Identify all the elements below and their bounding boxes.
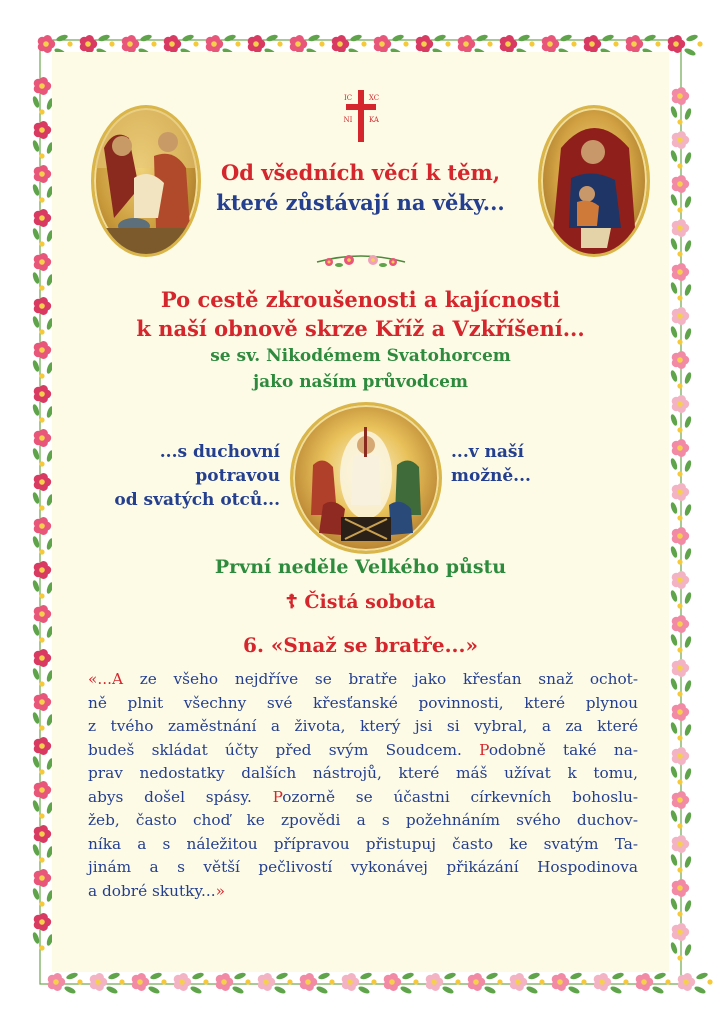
leaf <box>695 972 708 981</box>
leaf <box>223 34 236 43</box>
bud <box>613 41 618 46</box>
quote-text: ozorně se účastni církevních bohoslu- <box>282 787 638 806</box>
flower-center <box>673 41 679 47</box>
leaf <box>349 34 362 43</box>
quote-close: » <box>215 881 225 900</box>
leaf <box>231 985 244 995</box>
leaf <box>32 887 41 900</box>
flower-center <box>677 665 683 671</box>
leaf <box>485 972 498 981</box>
leaf <box>670 897 679 910</box>
bud <box>109 41 114 46</box>
quote-text: abys došel spásy. <box>88 787 273 806</box>
flower-center <box>263 979 269 985</box>
flower-center <box>39 787 45 793</box>
flower-center <box>85 41 91 47</box>
leaf <box>149 972 162 981</box>
leaf <box>683 47 696 57</box>
leaf <box>670 941 679 954</box>
flower-center <box>589 41 595 47</box>
bud <box>39 549 44 554</box>
bud <box>39 681 44 686</box>
leaf <box>684 943 693 956</box>
flower-center <box>677 885 683 891</box>
bud <box>445 41 450 46</box>
flower-center <box>379 41 385 47</box>
cross-icon <box>336 86 386 146</box>
bud <box>39 505 44 510</box>
leaf <box>670 809 679 822</box>
leaf <box>684 459 693 472</box>
bud <box>39 417 44 422</box>
leaf <box>233 972 246 981</box>
leaf <box>670 853 679 866</box>
leaf <box>32 491 41 504</box>
leaf <box>139 34 152 43</box>
leaf <box>275 972 288 981</box>
drop-cap: P <box>479 740 489 759</box>
bud <box>287 979 292 984</box>
leaf <box>32 843 41 856</box>
leaf <box>670 237 679 250</box>
flower-center <box>677 841 683 847</box>
flower-center <box>39 127 45 133</box>
leaf <box>670 413 679 426</box>
flower-center <box>683 979 689 985</box>
leaf <box>527 972 540 981</box>
flower-center <box>39 391 45 397</box>
leaf <box>684 107 693 120</box>
quote-line <box>88 739 638 763</box>
flower-center <box>95 979 101 985</box>
icon-resurrection <box>290 402 442 554</box>
leaf <box>684 899 693 912</box>
bud <box>235 41 240 46</box>
quote-text: budeš skládat účty před svým Soudcem. <box>88 740 480 759</box>
leaf <box>181 34 194 43</box>
leaf <box>32 271 41 284</box>
heading1-line2: které zůstávají na věky... <box>216 190 505 215</box>
flower-center <box>515 979 521 985</box>
bud <box>677 471 682 476</box>
side-text-right <box>451 440 571 488</box>
leaf <box>97 34 110 43</box>
bud <box>677 867 682 872</box>
leaf <box>443 972 456 981</box>
flower-center <box>39 435 45 441</box>
bud <box>193 41 198 46</box>
bud <box>319 41 324 46</box>
bud <box>77 979 82 984</box>
leaf <box>684 503 693 516</box>
cross-letter: IC <box>343 94 353 102</box>
saturday-title <box>0 591 721 613</box>
flower-center <box>677 93 683 99</box>
bud <box>455 979 460 984</box>
leaf <box>273 985 286 995</box>
leaf <box>684 239 693 252</box>
leaf <box>525 985 538 995</box>
bud <box>677 823 682 828</box>
flower-center <box>39 83 45 89</box>
quote-text: odobně také na- <box>488 740 638 759</box>
leaf <box>559 34 572 43</box>
side-right-line: možně... <box>451 466 531 486</box>
bud <box>361 41 366 46</box>
quote-line: žeb, často choď ke zpovědi a s požehnáním svého duchov- <box>88 811 638 829</box>
flower-center <box>211 41 217 47</box>
bud <box>151 41 156 46</box>
bud <box>497 979 502 984</box>
leaf <box>569 972 582 981</box>
side-left-line: ...s duchovní <box>159 442 280 462</box>
quote-line: ně plnit všechny své křesťanské povinnosti, které plynou <box>88 693 638 712</box>
flower-center <box>431 979 437 985</box>
orthodox-cross-icon: ☦ <box>285 591 298 613</box>
flower-center <box>677 797 683 803</box>
leaf <box>107 972 120 981</box>
leaf <box>684 855 693 868</box>
flower-center <box>221 979 227 985</box>
bud <box>677 691 682 696</box>
side-left-line: potravou <box>195 466 280 486</box>
bud <box>245 979 250 984</box>
bud <box>39 813 44 818</box>
week-title: První neděle Velkého půstu <box>214 556 507 578</box>
bud <box>677 779 682 784</box>
leaf <box>32 755 41 768</box>
bud <box>39 153 44 158</box>
bud <box>67 41 72 46</box>
bud <box>571 41 576 46</box>
leaf <box>401 972 414 981</box>
leaf <box>684 767 693 780</box>
leaf <box>32 535 41 548</box>
leaf <box>670 677 679 690</box>
leaf <box>32 227 41 240</box>
flower-center <box>39 215 45 221</box>
leaf <box>147 985 160 995</box>
drop-cap: A <box>111 670 124 688</box>
bud <box>277 41 282 46</box>
leaf <box>517 34 530 43</box>
leaf <box>307 34 320 43</box>
bud <box>119 979 124 984</box>
flower-center <box>43 41 49 47</box>
flower-center <box>463 41 469 47</box>
flower-center <box>39 831 45 837</box>
leaf <box>32 799 41 812</box>
leaf <box>357 985 370 995</box>
cross-letter: NI <box>343 116 353 124</box>
leaf <box>483 985 496 995</box>
bud <box>39 769 44 774</box>
bud <box>677 911 682 916</box>
cross-letter: XC <box>368 94 380 102</box>
flower-center <box>253 41 259 47</box>
leaf <box>32 667 41 680</box>
flower-center <box>677 225 683 231</box>
leaf <box>359 972 372 981</box>
bud <box>655 41 660 46</box>
bud <box>203 979 208 984</box>
heading2-line2: k naší obnově skrze Kříž a Vzkříšení... <box>136 316 585 341</box>
leaf <box>32 447 41 460</box>
flower-center <box>677 269 683 275</box>
leaf <box>693 985 706 995</box>
leaf <box>315 985 328 995</box>
flower-center <box>53 979 59 985</box>
bud <box>39 945 44 950</box>
flower-center <box>179 979 185 985</box>
quote-line <box>88 668 638 692</box>
leaf <box>670 721 679 734</box>
leaf <box>433 34 446 43</box>
quote-line <box>88 880 638 904</box>
leaf <box>317 972 330 981</box>
leaf <box>475 34 488 43</box>
flower-center <box>677 137 683 143</box>
bud <box>677 955 682 960</box>
leaf <box>391 34 404 43</box>
quote-line: z tvého zaměstnání a života, který jsi si vybral, a za které <box>88 717 638 735</box>
flower-center <box>641 979 647 985</box>
leaf <box>567 985 580 995</box>
flower-center <box>39 699 45 705</box>
flower-center <box>39 259 45 265</box>
flower-center <box>389 979 395 985</box>
flower-center <box>677 489 683 495</box>
leaf <box>670 765 679 778</box>
flower-center <box>39 523 45 529</box>
drop-cap: P <box>272 787 283 806</box>
quote-line: prav nedostatky dalších nástrojů, které máš užívat k tomu, <box>88 764 638 782</box>
quote-line: níka a s náležitou přípravou přistupuj často ke svatým Ta- <box>88 834 638 853</box>
bud <box>677 251 682 256</box>
quote-paragraph <box>88 668 638 903</box>
bud <box>161 979 166 984</box>
flower-center <box>677 533 683 539</box>
leaf <box>643 34 656 43</box>
leaf <box>191 972 204 981</box>
flower-center <box>39 479 45 485</box>
cross-letter: KA <box>368 116 380 124</box>
quote-text: ze všeho nejdříve se bratře jako křesťan snaž ochot- <box>123 670 638 688</box>
bud <box>403 41 408 46</box>
bud <box>539 979 544 984</box>
leaf <box>670 501 679 514</box>
heading1-line1: Od všedních věcí k těm, <box>220 160 501 185</box>
leaf <box>670 105 679 118</box>
leaf <box>684 415 693 428</box>
bud <box>677 515 682 520</box>
leaf <box>685 34 698 43</box>
flower-center <box>39 919 45 925</box>
flower-center <box>305 979 311 985</box>
quote-line: jinám a s větší pečlivostí vykonávej přikázání Hospodinova <box>88 858 638 876</box>
flower-center <box>557 979 563 985</box>
leaf <box>601 34 614 43</box>
flower-center <box>677 929 683 935</box>
flower-center <box>599 979 605 985</box>
bud <box>413 979 418 984</box>
leaf <box>684 679 693 692</box>
quote-line <box>88 786 638 810</box>
bud <box>487 41 492 46</box>
flower-center <box>677 709 683 715</box>
section-title: 6. «Snaž se bratře...» <box>243 633 478 657</box>
flower-center <box>137 979 143 985</box>
bud <box>697 41 702 46</box>
heading2-line3: se sv. Nikodémem Svatohorcem <box>210 346 511 366</box>
flower-center <box>677 401 683 407</box>
flower-center <box>547 41 553 47</box>
leaf <box>609 985 622 995</box>
bud <box>329 979 334 984</box>
bud <box>39 241 44 246</box>
bud <box>581 979 586 984</box>
quote-open: «... <box>88 670 112 688</box>
bud <box>665 979 670 984</box>
bud <box>39 461 44 466</box>
leaf <box>651 985 664 995</box>
flower-center <box>347 979 353 985</box>
bud <box>39 901 44 906</box>
leaf <box>611 972 624 981</box>
flower-center <box>337 41 343 47</box>
leaf <box>32 95 41 108</box>
side-right-line: ...v naší <box>451 442 524 462</box>
bud <box>39 857 44 862</box>
flower-center <box>631 41 637 47</box>
bud <box>623 979 628 984</box>
leaf <box>399 985 412 995</box>
flower-center <box>169 41 175 47</box>
flower-center <box>677 753 683 759</box>
leaf <box>670 457 679 470</box>
bud <box>39 109 44 114</box>
bud <box>677 119 682 124</box>
flower-center <box>473 979 479 985</box>
leaf <box>65 972 78 981</box>
leaf <box>441 985 454 995</box>
leaf <box>265 34 278 43</box>
flower-center <box>677 445 683 451</box>
side-text-left <box>96 440 280 512</box>
flower-center <box>677 621 683 627</box>
heading2-line1: Po cestě zkroušenosti a kajícnosti <box>160 287 561 312</box>
leaf <box>32 139 41 152</box>
leaf <box>105 985 118 995</box>
leaf <box>55 34 68 43</box>
flower-center <box>677 577 683 583</box>
leaf <box>189 985 202 995</box>
side-left-line: od svatých otců... <box>114 490 280 510</box>
flower-center <box>39 875 45 881</box>
bud <box>677 735 682 740</box>
leaf <box>32 931 41 944</box>
bud <box>529 41 534 46</box>
flower-center <box>39 743 45 749</box>
flower-center <box>505 41 511 47</box>
bud <box>677 427 682 432</box>
flower-ornament-icon <box>313 252 409 272</box>
bud <box>39 725 44 730</box>
flower-center <box>421 41 427 47</box>
quote-text: a dobré skutky... <box>88 881 216 900</box>
saturday-label: Čistá sobota <box>304 591 436 613</box>
leaf <box>684 723 693 736</box>
leaf <box>63 985 76 995</box>
flower-center <box>295 41 301 47</box>
bud <box>371 979 376 984</box>
leaf <box>32 711 41 724</box>
heading2-line4: jako naším průvodcem <box>253 372 468 392</box>
leaf <box>684 811 693 824</box>
leaf <box>653 972 666 981</box>
leaf <box>32 403 41 416</box>
flower-center <box>127 41 133 47</box>
bud <box>707 979 712 984</box>
